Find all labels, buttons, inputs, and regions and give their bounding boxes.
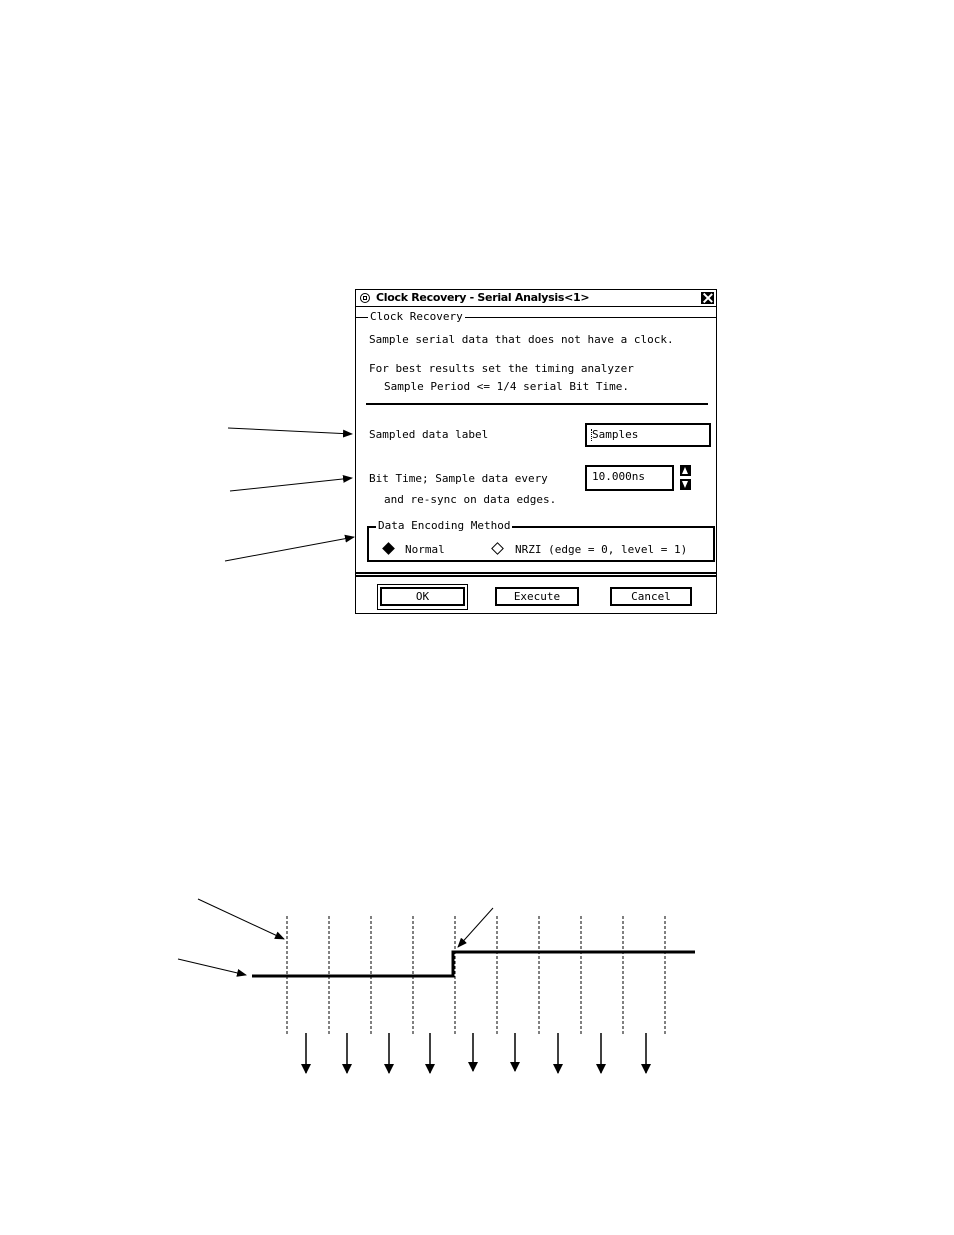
cancel-button[interactable]: Cancel — [610, 587, 692, 606]
sampled-label-value: Samples — [592, 428, 639, 441]
callout-arrow-data-signal — [178, 959, 246, 975]
callout-arrow-sample-line — [198, 899, 284, 939]
hint-text-line2: Sample Period <= 1/4 serial Bit Time. — [384, 380, 630, 393]
bit-time-caption-line1: Bit Time; Sample data every — [369, 472, 548, 485]
encoding-option-nrzi[interactable]: NRZI (edge = 0, level = 1) — [515, 543, 688, 556]
encoding-legend: Data Encoding Method — [378, 519, 511, 532]
hint-text-line1: For best results set the timing analyzer — [369, 362, 634, 375]
sampled-label-caption: Sampled data label — [369, 428, 489, 441]
ok-button[interactable]: OK — [380, 587, 465, 606]
window-title: Clock Recovery - Serial Analysis<1> — [376, 291, 590, 304]
serial-data-waveform — [252, 952, 695, 976]
bit-time-value: 10.000ns — [592, 470, 645, 483]
sample-output-arrows — [306, 1033, 646, 1073]
bit-time-caption-line2: and re-sync on data edges. — [384, 493, 557, 506]
encoding-option-normal[interactable]: Normal — [405, 543, 445, 556]
execute-button[interactable]: Execute — [495, 587, 579, 606]
description-text: Sample serial data that does not have a clock. — [369, 333, 674, 346]
callout-arrow-data-edge — [458, 908, 493, 947]
group-title: Clock Recovery — [370, 310, 463, 323]
